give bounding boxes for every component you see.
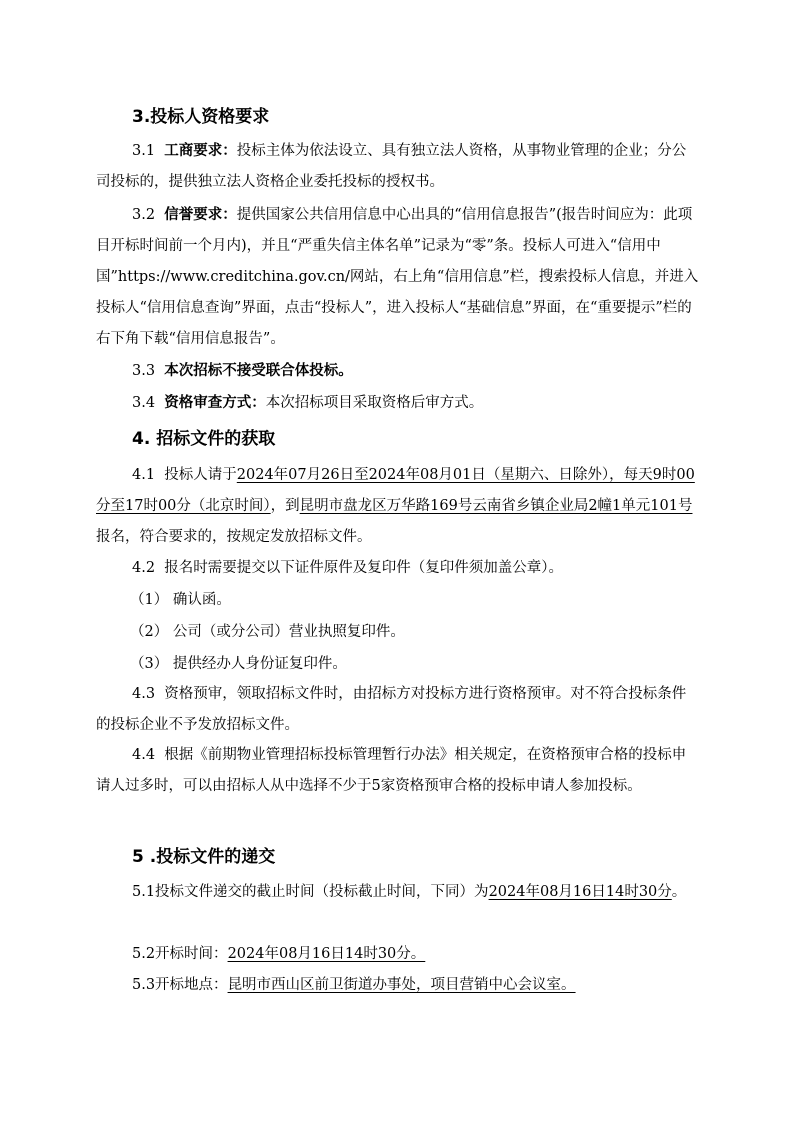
clause-text: 5.3开标地点： <box>132 977 228 993</box>
list-item-2: （2） 公司（或分公司）营业执照复印件。 <box>130 624 405 640</box>
clause-text: ，到 <box>270 498 300 514</box>
paragraph-3-2 <box>96 200 700 355</box>
clause-label: 信誉要求： <box>164 207 237 223</box>
clause-number: 4.1 <box>132 467 156 483</box>
submission-deadline: 2024年08月16日14时30分 <box>488 884 672 900</box>
clause-number: 4.3 <box>132 686 156 702</box>
clause-text: 投标主体为依法设立、具有独立法人资格，从事物业管理的企业；分公司投标的，提供独立法人资格企业委托投标的授权书。 <box>96 143 687 190</box>
clause-label: 本次招标不接受联合体投标。 <box>164 363 353 379</box>
paragraph-3-3 <box>96 356 700 387</box>
opening-location: 昆明市西山区前卫街道办事处，项目营销中心会议室。 <box>227 977 576 993</box>
clause-number: 4.2 <box>132 560 156 576</box>
clause-text: 。 <box>671 884 687 900</box>
clause-text: 5.2开标时间： <box>132 946 228 962</box>
clause-label: 资格审查方式： <box>164 395 266 411</box>
section-4-title: 4. 招标文件的获取 <box>132 429 276 449</box>
paragraph-3-4 <box>96 388 700 419</box>
list-item-1: （1） 确认函。 <box>130 592 231 608</box>
clause-text: 投标人请于 <box>164 467 237 483</box>
clause-number: 3.2 <box>132 207 156 223</box>
paragraph-4-1 <box>96 460 700 553</box>
clause-text: 5.1投标文件递交的截止时间（投标截止时间，下同）为 <box>132 884 489 900</box>
registration-address: 昆明市盘龙区万华路169号云南省乡镇企业局2幢1单元101号 <box>299 498 693 514</box>
clause-number: 3.4 <box>132 395 156 411</box>
clause-text: 报名时需要提交以下证件原件及复印件（复印件须加盖公章）。 <box>164 560 564 576</box>
clause-number: 3.1 <box>132 143 156 159</box>
clause-text: 资格预审，领取招标文件时，由招标方对投标方进行资格预审。对不符合投标条件的投标企业不予发放招标文件。 <box>96 686 687 733</box>
registration-period: 2024年07月26日至2024年08月01日（星期六、日除外），每天9时00分至17时00分（北京时间） <box>96 467 695 514</box>
section-5-title: 5 .投标文件的递交 <box>132 847 276 867</box>
paragraph-3-1 <box>96 136 700 198</box>
clause-text: 提供国家公共信用信息中心出具的“信用信息报告”(报告时间应为：此项目开标时间前一个月内)，并且“严重失信主体名单”记录为“零”条。投标人可进入“信用中国”https://www.creditchina.gov.cn/网站，右上角“信用信息”栏，搜索投标人信息，并进入投标人“信用信息查询”界面，点击“投标人”，进入投标人“基础信息”界面，在“重要提示”栏的右下角下载“信用信息报告”。 <box>96 207 699 347</box>
section-3-title: 3.投标人资格要求 <box>132 107 270 127</box>
paragraph-5-1 <box>96 877 700 908</box>
paragraph-4-2 <box>96 553 700 584</box>
paragraph-4-3 <box>96 679 700 741</box>
paragraph-5-2 <box>96 939 700 970</box>
clause-number: 4.4 <box>132 747 156 763</box>
clause-text: 报名，符合要求的，按规定发放招标文件。 <box>96 529 372 545</box>
clause-label: 工商要求： <box>164 143 237 159</box>
clause-text: 根据《前期物业管理招标投标管理暂行办法》相关规定，在资格预审合格的投标申请人过多时，可以由招标人从中选择不少于5家资格预审合格的投标申请人参加投标。 <box>96 747 687 794</box>
paragraph-5-3 <box>96 970 700 1001</box>
clause-text: 本次招标项目采取资格后审方式。 <box>265 395 484 411</box>
paragraph-4-4 <box>96 740 700 802</box>
clause-number: 3.3 <box>132 363 156 379</box>
opening-time: 2024年08月16日14时30分。 <box>227 946 426 962</box>
list-item-3: （3） 提供经办人身份证复印件。 <box>130 656 347 672</box>
